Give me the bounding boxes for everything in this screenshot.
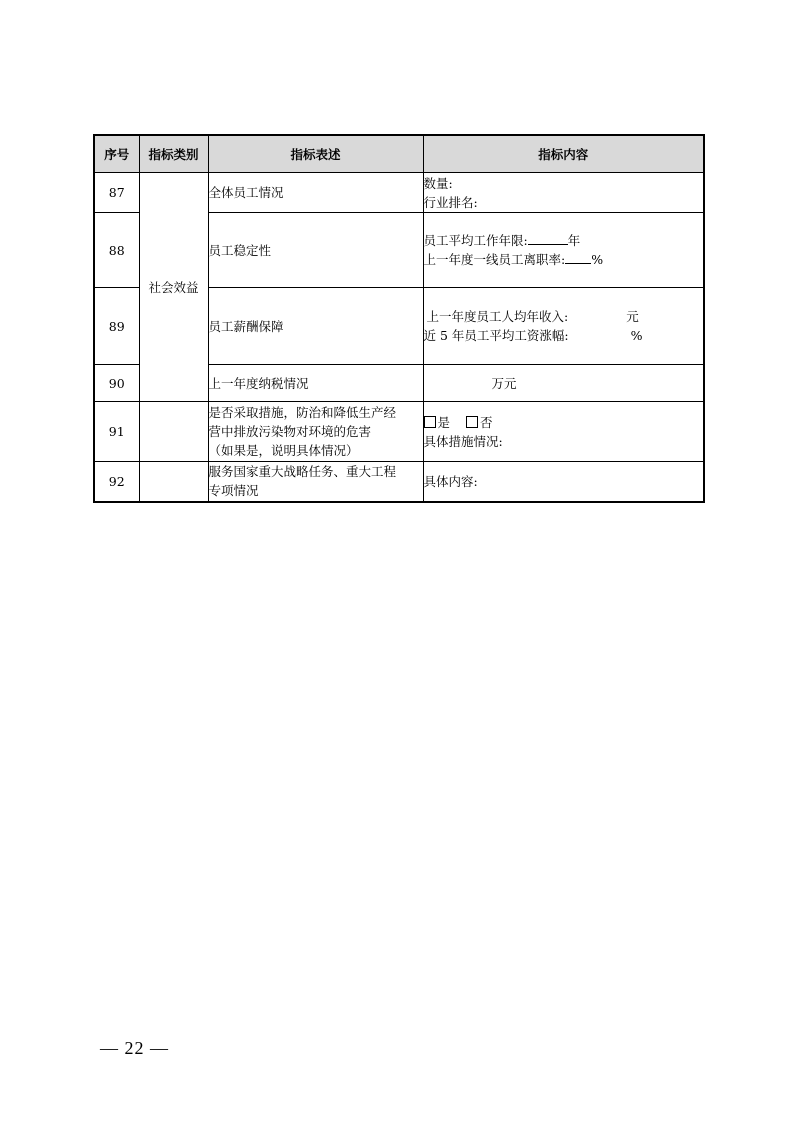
wage-growth-unit: % bbox=[630, 328, 643, 343]
avg-income-label: 上一年度员工人均年收入: bbox=[426, 309, 569, 324]
avg-tenure-label: 员工平均工作年限: bbox=[423, 233, 528, 248]
row-seq: 92 bbox=[94, 462, 139, 502]
row-content bbox=[423, 288, 704, 365]
description-line-2: 营中排放污染物对环境的危害 bbox=[208, 424, 372, 439]
row-seq: 88 bbox=[94, 213, 139, 288]
row-content bbox=[423, 462, 704, 502]
row-description: 全体员工情况 bbox=[208, 173, 423, 213]
header-content: 指标内容 bbox=[423, 135, 704, 173]
row-content bbox=[423, 173, 704, 213]
tax-unit: 万元 bbox=[491, 375, 517, 391]
count-label: 数量: bbox=[423, 175, 453, 191]
turnover-label: 上一年度一线员工离职率: bbox=[423, 252, 566, 267]
description-line-3: （如果是，说明具体情况） bbox=[208, 443, 359, 458]
row-description bbox=[208, 402, 423, 462]
row-description bbox=[208, 462, 423, 502]
project-detail-label: 具体内容: bbox=[423, 473, 478, 489]
row-description: 员工稳定性 bbox=[208, 213, 423, 288]
row-content bbox=[423, 365, 704, 402]
row-description: 员工薪酬保障 bbox=[208, 288, 423, 365]
category-social: 社会效益 bbox=[139, 173, 208, 402]
no-label: 否 bbox=[480, 414, 493, 430]
yes-label: 是 bbox=[437, 414, 451, 430]
avg-income-line bbox=[424, 307, 704, 326]
table-row bbox=[94, 173, 704, 213]
avg-tenure-unit: 年 bbox=[567, 233, 581, 248]
turnover-blank[interactable] bbox=[565, 251, 591, 264]
header-description: 指标表述 bbox=[208, 135, 423, 173]
description-line-1: 服务国家重大战略任务、重大工程 bbox=[208, 464, 397, 480]
header-category: 指标类别 bbox=[139, 135, 208, 173]
description-line-1: 是否采取措施，防治和降低生产经 bbox=[208, 405, 397, 420]
avg-tenure-line bbox=[424, 231, 704, 250]
avg-tenure-blank[interactable] bbox=[528, 232, 568, 245]
page-number: — 22 — bbox=[100, 1038, 169, 1058]
measures-detail-label: 具体措施情况: bbox=[423, 433, 503, 449]
table-row bbox=[94, 462, 704, 502]
category-empty bbox=[139, 462, 208, 502]
no-checkbox[interactable] bbox=[466, 416, 478, 428]
wage-growth-label: 近 5 年员工平均工资涨幅: bbox=[423, 328, 569, 343]
table-header-row bbox=[94, 135, 704, 173]
row-seq: 89 bbox=[94, 288, 139, 365]
avg-income-unit: 元 bbox=[626, 309, 639, 324]
row-content bbox=[423, 213, 704, 288]
row-description: 上一年度纳税情况 bbox=[208, 365, 423, 402]
description-line-2: 专项情况 bbox=[208, 483, 259, 499]
industry-rank-label: 行业排名: bbox=[423, 194, 478, 210]
yes-checkbox[interactable] bbox=[424, 416, 436, 428]
header-seq: 序号 bbox=[94, 135, 139, 173]
category-empty bbox=[139, 402, 208, 462]
row-seq: 90 bbox=[94, 365, 139, 402]
row-seq: 87 bbox=[94, 173, 139, 213]
wage-growth-line bbox=[424, 326, 704, 345]
turnover-unit: % bbox=[591, 252, 604, 267]
row-content bbox=[423, 402, 704, 462]
table-row bbox=[94, 402, 704, 462]
turnover-line bbox=[424, 250, 704, 269]
row-seq: 91 bbox=[94, 402, 139, 462]
yes-no-line bbox=[424, 413, 704, 432]
indicator-table bbox=[93, 134, 705, 503]
